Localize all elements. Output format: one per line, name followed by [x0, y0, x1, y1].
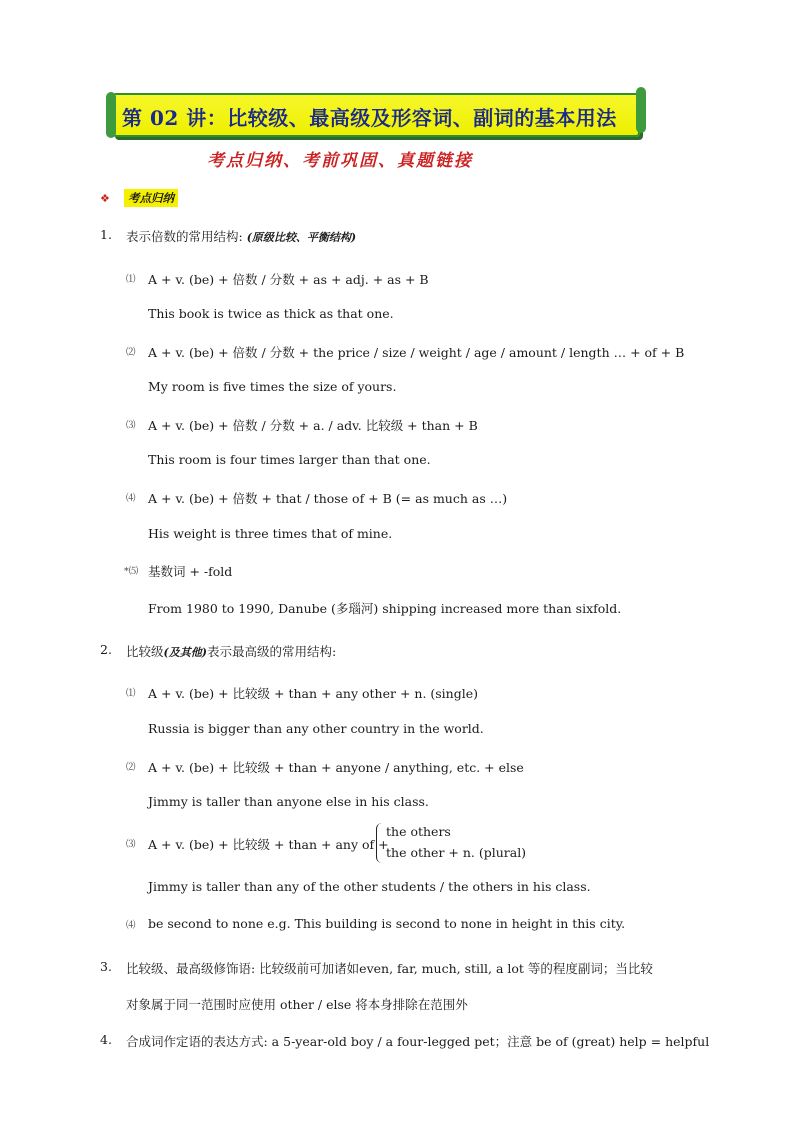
formula: A + v. (be) + 倍数 + that / those of + B (= as much as …) — [148, 491, 508, 506]
page-title: 第 02 讲：比较级、最高级及形容词、副词的基本用法 — [122, 106, 617, 130]
title-banner — [112, 93, 640, 137]
banner-scroll-left — [106, 92, 116, 138]
formula: A + v. (be) + 倍数 / 分数 + as + adj. + as + B — [148, 272, 429, 287]
point-number: 3. — [100, 959, 112, 974]
example-sentence: Russia is bigger than any other country in the world. — [148, 721, 484, 736]
brace-option-top: the others — [386, 824, 451, 839]
formula: A + v. (be) + 比较级 + than + any other + n. (single) — [148, 686, 479, 701]
point-number: 4. — [100, 1032, 112, 1047]
formula: A + v. (be) + 比较级 + than + anyone / anything, etc. + else — [148, 760, 524, 775]
point-note: (原级比较、平衡结构) — [246, 231, 357, 244]
item-marker: ⑴ — [126, 274, 136, 285]
point-text: 对象属于同一范围时应使用 other / else 将本身排除在范围外 — [126, 997, 468, 1012]
item-marker: ⑴ — [126, 688, 136, 699]
point-number: 1. — [100, 227, 112, 242]
example-sentence: My room is five times the size of yours. — [148, 379, 397, 394]
example-sentence: This room is four times larger than that one. — [148, 452, 431, 467]
example-sentence: Jimmy is taller than any of the other students / the others in his class. — [148, 879, 591, 894]
point-number: 2. — [100, 642, 112, 657]
formula: A + v. (be) + 比较级 + than + any of + — [148, 837, 389, 852]
section-heading — [100, 189, 178, 207]
formula: A + v. (be) + 倍数 / 分数 + the price / size / weight / age / amount / length … + of + B — [148, 345, 685, 360]
point-text: 表示倍数的常用结构: (原级比较、平衡结构) — [126, 229, 357, 244]
formula: 基数词 + -fold — [148, 564, 233, 579]
section-label: 考点归纳 — [124, 189, 178, 207]
diamond-bullet-icon: ❖ — [100, 191, 110, 205]
brace-option-bottom: the other + n. (plural) — [386, 845, 527, 860]
banner-scroll-right — [636, 87, 646, 133]
example-sentence: Jimmy is taller than anyone else in his class. — [148, 794, 429, 809]
item-marker: ⑶ — [126, 420, 136, 431]
item-marker: ⑷ — [126, 920, 136, 931]
item-marker: ⑵ — [126, 762, 136, 773]
example-sentence: From 1980 to 1990, Danube (多瑙河) shipping increased more than sixfold. — [148, 601, 622, 616]
example-sentence: This book is twice as thick as that one. — [148, 306, 394, 321]
curly-brace-icon — [376, 823, 385, 863]
point-text: 比较级(及其他)表示最高级的常用结构: — [126, 644, 337, 659]
formula: A + v. (be) + 倍数 / 分数 + a. / adv. 比较级 + than + B — [148, 418, 478, 433]
point-text: 比较级、最高级修饰语: 比较级前可加诸如even, far, much, still, a lot 等的程度副词；当比较 — [126, 961, 653, 976]
item-marker: ⑷ — [126, 493, 136, 504]
formula: be second to none e.g. This building is second to none in height in this city. — [148, 916, 626, 931]
item-marker: ⑶ — [126, 839, 136, 850]
page-subtitle: 考点归纳、考前巩固、真题链接 — [207, 151, 473, 171]
point-text: 合成词作定语的表达方式: a 5-year-old boy / a four-legged pet；注意 be of (great) help = helpful — [126, 1034, 710, 1049]
point-note: (及其他) — [163, 646, 207, 659]
item-marker: *⑸ — [124, 566, 139, 577]
item-marker: ⑵ — [126, 347, 136, 358]
example-sentence: His weight is three times that of mine. — [148, 526, 393, 541]
